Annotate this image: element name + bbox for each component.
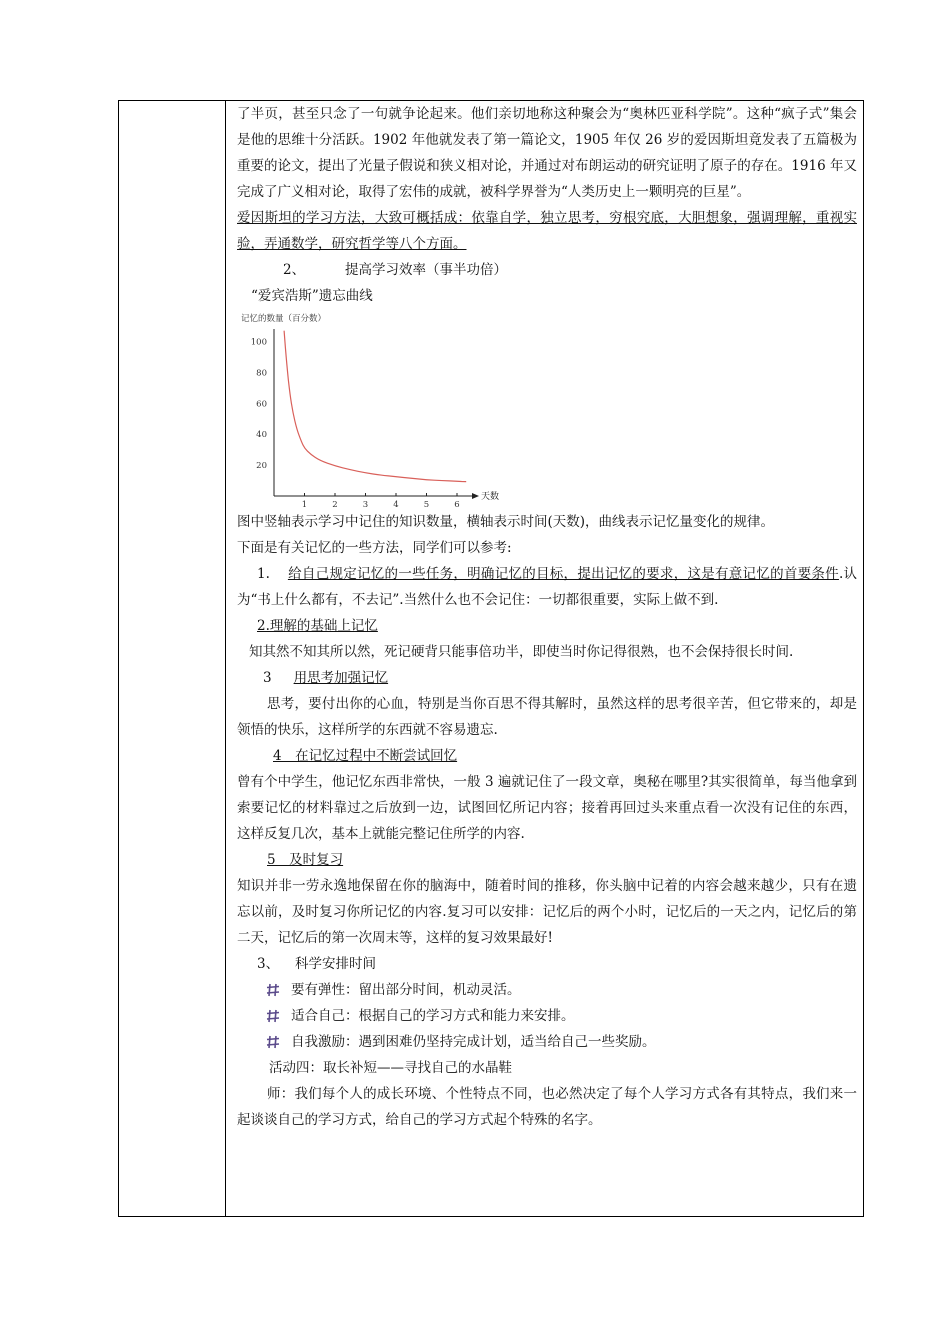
chart-x-axis-arrow <box>472 493 479 499</box>
section-3-title: 科学安排时间 <box>295 956 376 972</box>
chart-x-tick-label: 2 <box>332 500 338 510</box>
forgetting-curve-title: “爱宾浩斯”遗忘曲线 <box>251 288 373 304</box>
section-2-title: 提高学习效率（事半功倍） <box>345 262 507 278</box>
chart-x-tick-label: 3 <box>362 500 369 510</box>
method-5-title-row <box>237 847 857 873</box>
bullet-flexible <box>237 977 857 1003</box>
method-3-number: 3 <box>263 670 272 686</box>
chart-description: 图中竖轴表示学习中记住的知识数量，横轴表示时间(天数)，曲线表示记忆量变化的规律。 <box>237 514 775 530</box>
section-3-number: 3、 <box>257 956 280 972</box>
einstein-paragraph: 了半页，甚至只念了一句就争论起来。他们亲切地称这种聚会为“奥林匹亚科学院”。这种“疯子式”集会是他的思维十分活跃。1902 年他就发表了第一篇论文，1905 年仅 26 岁的爱因斯坦竟发表了五篇极为重要的论文，提出了光量子假说和狭义相对论，并通过对布朗运动的研究证明了原子的存在。1916 年又完成了广义相对论，取得了宏伟的成就，被科学界誉为“人类历史上一颗明亮的巨星”。 <box>237 106 857 200</box>
hash-bullet-icon <box>265 1034 281 1050</box>
chart-x-axis-label: 天数 <box>481 492 500 502</box>
method-5-title: 5 及时复习 <box>267 852 344 868</box>
chart-y-tick-label: 80 <box>256 368 267 379</box>
bullet-self-motivate-text: 自我激励：遇到困难仍坚持完成计划，适当给自己一些奖励。 <box>291 1034 656 1050</box>
chart-y-tick-label: 40 <box>256 430 267 441</box>
section-2-number: 2、 <box>283 262 306 278</box>
method-3-text: 思考，要付出你的心血，特别是当你百思不得其解时，虽然这样的思考很辛苦，但它带来的，却是领悟的快乐，这样所学的东西就不容易遗忘. <box>237 696 857 738</box>
method-3-title: 用思考加强记忆 <box>293 670 389 686</box>
chart-y-axis-label: 记忆的数量（百分数） <box>241 314 327 324</box>
section-3-heading <box>237 951 857 977</box>
section-2-heading <box>237 257 857 283</box>
chart-y-tick-label: 60 <box>256 399 267 410</box>
method-2-title-row <box>237 613 857 639</box>
method-1-rest: .认为“书上什么都有，不去记”.当然什么也不会记住：一切都很重要，实际上做不到. <box>237 566 857 608</box>
chart-x-tick-label: 6 <box>454 500 460 510</box>
method-2-text: 知其然不知其所以然，死记硬背只能事倍功半，即使当时你记得很熟，也不会保持很长时间. <box>249 644 794 660</box>
method-4-title: 4 在记忆过程中不断尝试回忆 <box>273 748 458 764</box>
method-4-title-row <box>237 743 857 769</box>
table-frame <box>118 100 864 1217</box>
chart-y-tick-label: 20 <box>256 461 267 472</box>
bullet-flexible-text: 要有弹性：留出部分时间，机动灵活。 <box>291 982 521 998</box>
method-1 <box>237 561 857 613</box>
chart-x-tick-label: 1 <box>301 500 308 510</box>
activity-4-title: 活动四：取长补短——寻找自己的水晶鞋 <box>269 1060 512 1076</box>
hash-bullet-icon <box>265 1008 281 1024</box>
method-5-text: 知识并非一劳永逸地保留在你的脑海中，随着时间的推移，你头脑中记着的内容会越来越少，只有在遗忘以前，及时复习你所记忆的内容.复习可以安排：记忆后的两个小时，记忆后的一天之内，记忆后的第二天，记忆后的第一次周末等，这样的复习效果最好! <box>237 878 857 946</box>
method-1-number: 1. <box>257 566 270 582</box>
hash-bullet-icon <box>265 982 281 998</box>
teacher-paragraph: 师：我们每个人的成长环境、个性特点不同，也必然决定了每个人学习方式各有其特点，我们来一起谈谈自己的学习方式，给自己的学习方式起个特殊的名字。 <box>237 1086 857 1128</box>
method-3-title-row <box>237 665 857 691</box>
bullet-self-motivate <box>237 1029 857 1055</box>
einstein-methods-summary: 爱因斯坦的学习方法，大致可概括成：依靠自学，独立思考，穷根究底，大胆想象，强调理解，重视实验，弄通数学，研究哲学等八个方面。 <box>237 210 857 252</box>
content-cell <box>237 101 857 1133</box>
method-2-title: 2.理解的基础上记忆 <box>257 618 378 634</box>
forgetting-curve-line <box>284 331 466 482</box>
method-1-underlined: 给自己规定记忆的一些任务，明确记忆的目标，提出记忆的要求，这是有意记忆的首要条件 <box>287 566 839 582</box>
column-divider <box>225 101 226 1216</box>
chart-x-tick-label: 5 <box>423 500 430 510</box>
bullet-suit-self <box>237 1003 857 1029</box>
forgetting-curve-chart <box>237 309 500 510</box>
bullet-suit-self-text: 适合自己：根据自己的学习方式和能力来安排。 <box>291 1008 575 1024</box>
chart-y-tick-label: 100 <box>250 337 267 348</box>
memory-methods-intro: 下面是有关记忆的一些方法，同学们可以参考: <box>237 540 512 556</box>
method-4-text: 曾有个中学生，他记忆东西非常快，一般 3 遍就记住了一段文章，奥秘在哪里?其实很简单，每当他拿到索要记忆的材料靠过之后放到一边，试图回忆所记内容；接着再回过头来重点看一次没有记住的东西，这样反复几次，基本上就能完整记住所学的内容. <box>237 774 857 842</box>
chart-x-tick-label: 4 <box>393 500 399 510</box>
